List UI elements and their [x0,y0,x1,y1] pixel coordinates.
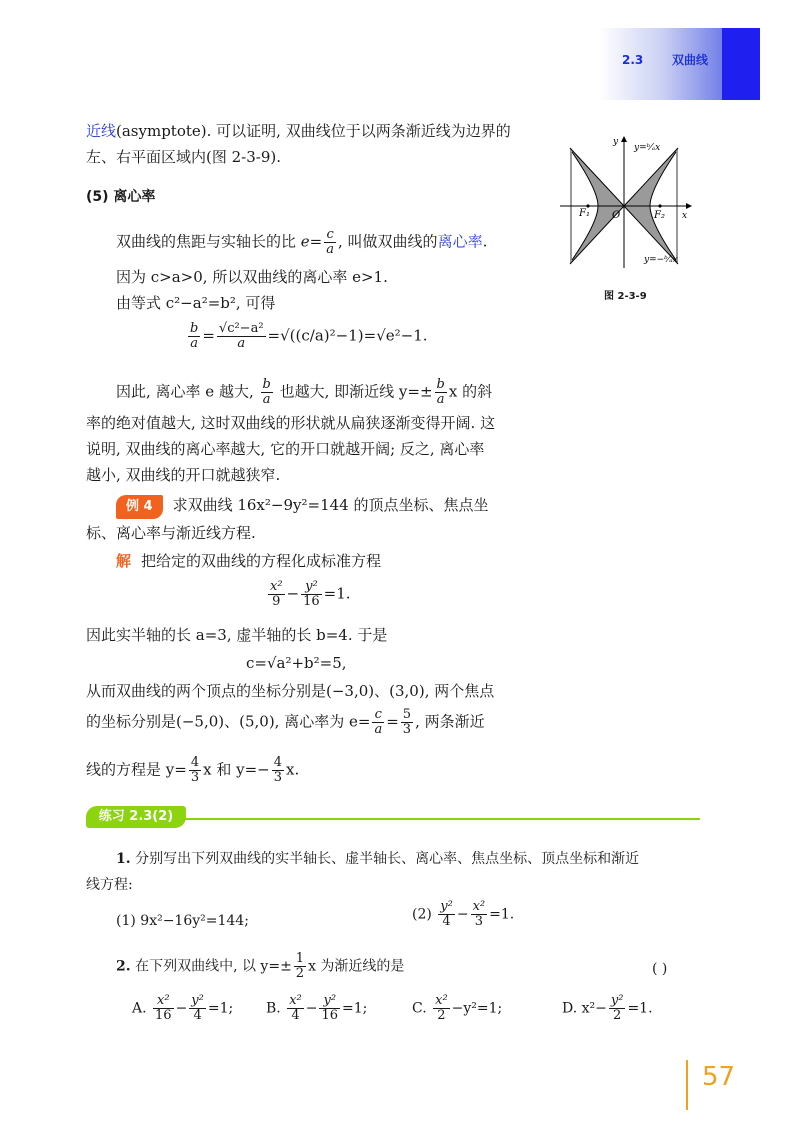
example-badge: 例 4 [116,495,163,519]
label-asymptote-top: y=ᵇ⁄ₐx [634,143,661,153]
section-eccentricity-title: (5) 离心率 [86,189,156,205]
option-d[interactable]: D. x²− $\frac{\text{y²}}{2}$ =1. [562,993,653,1023]
section-number: 2.3 [622,53,644,67]
header-accent [722,28,760,100]
header-band [600,28,760,100]
example-4-asymptotes: 线的方程是 y= $\frac{4}{3}$ x 和 y=− $\frac{4}{3}$ x. [86,755,300,785]
label-asymptote-bottom: y=−ᵇ⁄ₐx [644,255,678,265]
label-y: y [613,137,619,147]
para-eccentricity-def: 双曲线的焦距与实轴长的比 e= $\frac{c}{a}$ , 叫做双曲线的离心率. [116,227,488,257]
page-number: 57 [702,1062,736,1092]
example-4-statement-2: 标、离心率与渐近线方程. [86,524,256,542]
example-4-vertices: 从而双曲线的两个顶点的坐标分别是(−3,0)、(3,0), 两个焦点 [86,682,495,700]
practice-q1-a: (1) 9x²−16y²=144; [116,913,249,929]
practice-q1-b: (2) $\frac{\text{y²}}{4}$ − $\frac{\text{x²}}{3}$ =1. [412,899,515,929]
section-title: 双曲线 [672,53,709,67]
example-4-statement: 例 4 求双曲线 16x²−9y²=144 的顶点坐标、焦点坐 [116,494,488,519]
formula-b-over-a: $\frac{b}{a}$ = $\frac{\text{√c²−a²}}{a}$ =√((c/a)²−1)=√e²−1. [190,321,428,351]
label-x: x [682,211,688,221]
label-origin: O [612,210,621,221]
para-ecc-shape-4: 越小, 双曲线的开口就越狭窄. [86,466,281,484]
label-f2: F₂ [654,210,665,221]
practice-q1-line2: 线方程: [86,877,133,893]
example-4-c-formula: c=√a²+b²=5, [246,654,347,672]
para-identity: 由等式 c²−a²=b², 可得 [116,294,276,312]
practice-badge: 练习 2.3(2) [86,806,186,828]
para-ecc-shape-2: 率的绝对值越大, 这时双曲线的形状就从扁狭逐渐变得开阔. 这 [86,414,496,432]
para-asymptote-1: 近线(asymptote). 可以证明, 双曲线位于以两条渐近线为边界的 [86,122,511,140]
example-4-foci: 的坐标分别是(−5,0)、(5,0), 离心率为 e= $\frac{c}{a}$ = $\frac{5}{3}$ , 两条渐近 [86,707,485,737]
para-ecc-shape-3: 说明, 双曲线的离心率越大, 它的开口就越开阔; 反之, 离心率 [86,440,485,458]
option-b[interactable]: B. $\frac{\text{x²}}{4}$ − $\frac{\text{y²}}{16}$ =1; [266,993,368,1023]
practice-q2-answer-blank[interactable]: ( ) [652,961,668,977]
para-ecc-gt1: 因为 c>a>0, 所以双曲线的离心率 e>1. [116,268,388,286]
practice-q2: 2. 在下列双曲线中, 以 y=± $\frac{1}{2}$ x 为渐近线的是 [116,951,405,981]
figure-hyperbola [558,130,698,270]
example-4-solution: 解 把给定的双曲线的方程化成标准方程 [116,552,382,570]
page-number-bar [686,1060,688,1110]
practice-q1: 1. 分别写出下列双曲线的实半轴长、虚半轴长、离心率、焦点坐标、顶点坐标和渐近 [116,851,640,867]
para-asymptote-2: 左、右平面区域内(图 2-3-9). [86,148,282,166]
option-a[interactable]: A. $\frac{\text{x²}}{16}$ − $\frac{\text{y²}}{4}$ =1; [132,993,234,1023]
option-c[interactable]: C. $\frac{\text{x²}}{2}$ −y²=1; [412,993,503,1023]
figure-caption: 图 2-3-9 [604,291,647,302]
para-ecc-shape-1: 因此, 离心率 e 越大, $\frac{b}{a}$ 也越大, 即渐近线 y=± $\frac{b}{a}$ x 的斜 [116,377,493,407]
example-4-axes: 因此实半轴的长 a=3, 虚半轴的长 b=4. 于是 [86,626,388,644]
label-f1: F₁ [579,208,590,219]
example-4-standard-eq: $\frac{\text{x²}}{9}$ − $\frac{\text{y²}}{16}$ =1. [270,579,351,609]
